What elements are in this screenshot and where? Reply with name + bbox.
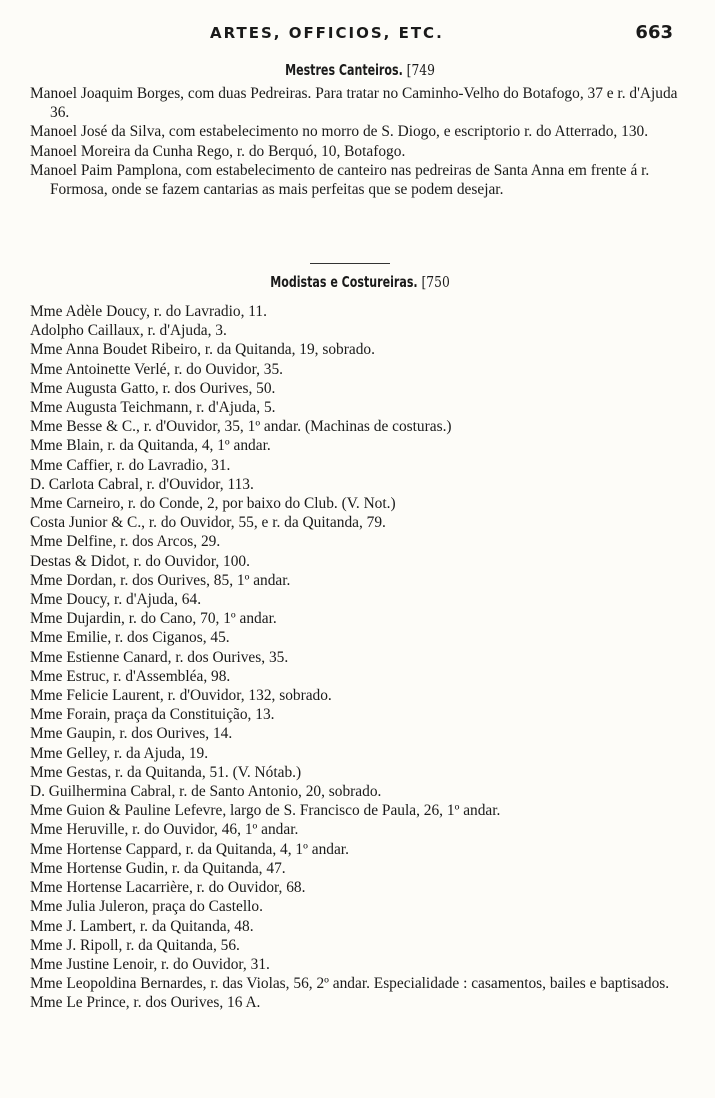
section-title xyxy=(89,60,630,80)
list-item: Mme Dordan, r. dos Ourives, 85, 1º andar. xyxy=(30,571,291,589)
list-item: Manoel Paim Pamplona, com estabelecimento de canteiro nas pedreiras de Santa Anna em frente á r. Formosa, onde se fazem cantarias as mais perfeitas que se podem desejar. xyxy=(30,161,650,199)
page-number: 663 xyxy=(635,22,673,43)
section-mestres-canteiros xyxy=(30,60,690,199)
list-item: Mme Hortense Cappard, r. da Quitanda, 4, 1º andar. xyxy=(30,840,349,858)
list-item: Mme Julia Juleron, praça do Castello. xyxy=(30,898,263,916)
list-item: Costa Junior & C., r. do Ouvidor, 55, e r. da Quitanda, 79. xyxy=(30,514,386,532)
list-item: Mme Gestas, r. da Quitanda, 51. (V. Nótab.) xyxy=(30,763,302,781)
list-item: Mme Augusta Teichmann, r. d'Ajuda, 5. xyxy=(30,399,276,417)
list-item: Mme Antoinette Verlé, r. do Ouvidor, 35. xyxy=(30,360,284,378)
list-item: Destas & Didot, r. do Ouvidor, 100. xyxy=(30,552,250,570)
list-item: Mme J. Ripoll, r. da Quitanda, 56. xyxy=(30,936,240,954)
list-item: Mme Guion & Pauline Lefevre, largo de S. Francisco de Paula, 26, 1º andar. xyxy=(30,802,501,820)
list-item: Mme Dujardin, r. do Cano, 70, 1º andar. xyxy=(30,610,277,628)
list-item: Mme Carneiro, r. do Conde, 2, por baixo do Club. (V. Not.) xyxy=(30,495,396,513)
list-item: Adolpho Caillaux, r. d'Ajuda, 3. xyxy=(30,322,227,340)
list-item: Mme Forain, praça da Constituição, 13. xyxy=(30,706,275,724)
list-item: Mme Heruville, r. do Ouvidor, 46, 1º andar. xyxy=(30,821,299,839)
list-item: Mme Felicie Laurent, r. d'Ouvidor, 132, sobrado. xyxy=(30,687,332,705)
list-item: Mme Estienne Canard, r. dos Ourives, 35. xyxy=(30,648,289,666)
section-number: [749 xyxy=(406,61,435,79)
list-item: D. Guilhermina Cabral, r. de Santo Antonio, 20, sobrado. xyxy=(30,783,382,801)
list-item: Mme Estruc, r. d'Assembléa, 98. xyxy=(30,667,231,685)
list-item: Mme Leopoldina Bernardes, r. das Violas, 56, 2º andar. Especialidade : casamentos, bailes e baptisados. xyxy=(30,975,670,993)
entry-list xyxy=(30,302,690,1013)
list-item: Mme Besse & C., r. d'Ouvidor, 35, 1º andar. (Machinas de costuras.) xyxy=(30,418,452,436)
section-modistas-costureiras xyxy=(30,272,690,1013)
list-item: Manoel José da Silva, com estabelecimento no morro de S. Diogo, e escriptorio r. do Atterrado, 130. xyxy=(30,123,649,141)
list-item: Mme Caffier, r. do Lavradio, 31. xyxy=(30,456,231,474)
list-item: Mme Emilie, r. dos Ciganos, 45. xyxy=(30,629,230,647)
list-item: D. Carlota Cabral, r. d'Ouvidor, 113. xyxy=(30,475,254,493)
section-title-text: Modistas e Costureiras. xyxy=(270,273,418,291)
list-item: Mme Delfine, r. dos Arcos, 29. xyxy=(30,533,221,551)
list-item: Mme J. Lambert, r. da Quitanda, 48. xyxy=(30,917,254,935)
section-title xyxy=(89,272,630,292)
page-header xyxy=(0,22,715,44)
section-number: [750 xyxy=(421,273,450,291)
list-item: Mme Gaupin, r. dos Ourives, 14. xyxy=(30,725,233,743)
section-divider xyxy=(310,263,390,264)
running-head: ARTES, OFFICIOS, ETC. xyxy=(210,24,444,42)
section-title-text: Mestres Canteiros. xyxy=(285,61,403,79)
list-item: Mme Le Prince, r. dos Ourives, 16 A. xyxy=(30,994,261,1012)
list-item: Mme Augusta Gatto, r. dos Ourives, 50. xyxy=(30,379,276,397)
list-item: Mme Anna Boudet Ribeiro, r. da Quitanda, 19, sobrado. xyxy=(30,341,375,359)
list-item: Mme Justine Lenoir, r. do Ouvidor, 31. xyxy=(30,955,270,973)
list-item: Mme Doucy, r. d'Ajuda, 64. xyxy=(30,591,202,609)
list-item: Mme Gelley, r. da Ajuda, 19. xyxy=(30,744,209,762)
list-item: Mme Hortense Lacarrière, r. do Ouvidor, 68. xyxy=(30,879,306,897)
list-item: Manoel Joaquim Borges, com duas Pedreiras. Para tratar no Caminho-Velho do Botafogo, 37 e r. d'Ajuda 36. xyxy=(30,85,678,122)
list-item: Manoel Moreira da Cunha Rego, r. do Berquó, 10, Botafogo. xyxy=(30,142,406,160)
list-item: Mme Blain, r. da Quitanda, 4, 1º andar. xyxy=(30,437,271,455)
entry-list xyxy=(30,84,690,199)
list-item: Mme Hortense Gudin, r. da Quitanda, 47. xyxy=(30,859,286,877)
list-item: Mme Adèle Doucy, r. do Lavradio, 11. xyxy=(30,303,267,320)
